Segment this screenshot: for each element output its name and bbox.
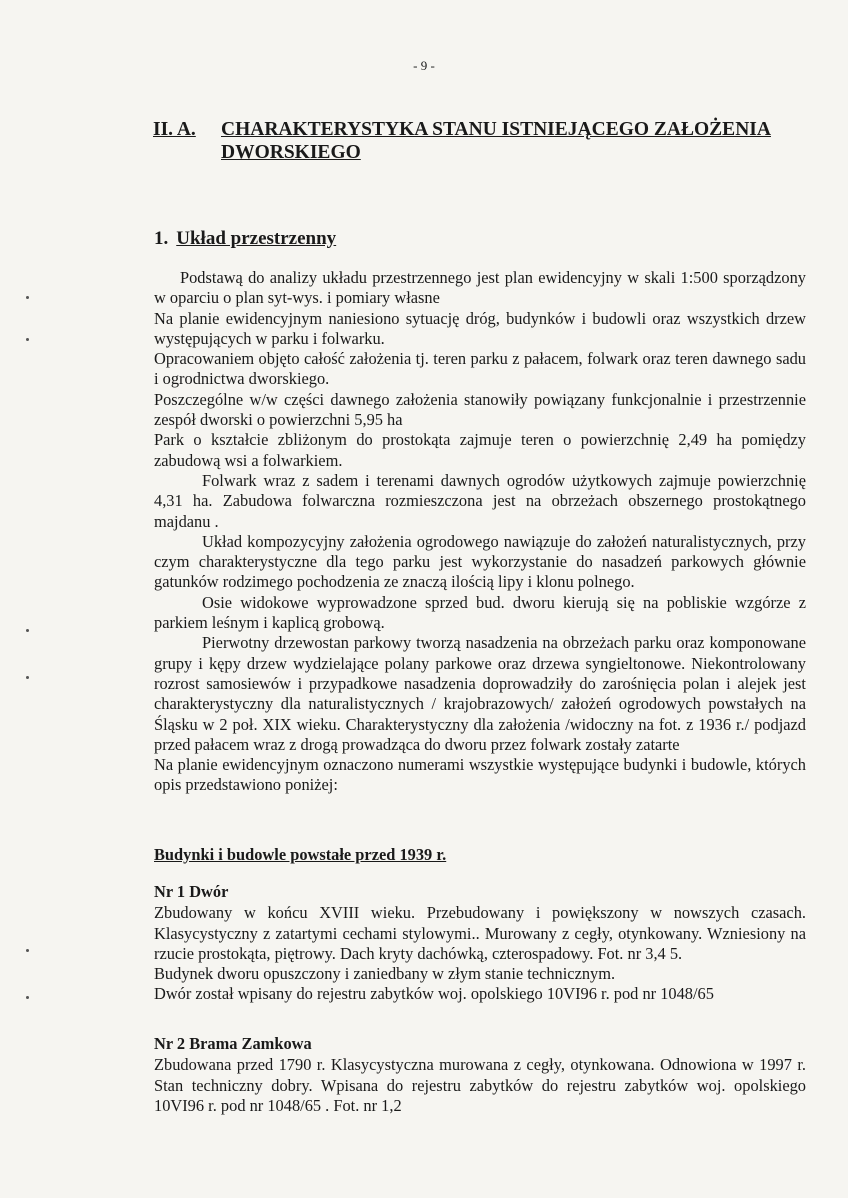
paragraph: Podstawą do analizy układu przestrzennego jest plan ewidencyjny w skali 1:500 sporządzony w oparciu o plan syt-wys. i pomiary własne bbox=[154, 268, 806, 308]
section-title: Układ przestrzenny bbox=[176, 228, 337, 249]
paragraph: Park o kształcie zbliżonym do prostokąta zajmuje teren o powierzchnię 2,49 ha pomiędzy zabudową wsi a folwarkiem. bbox=[154, 430, 806, 470]
paragraph: Zbudowany w końcu XVIII wieku. Przebudowany i powiększony w nowszych czasach. Klasycystyczny z zatartymi cechami stylowymi.. Murowany z cegły, otynkowany. Wzniesiony na rzucie prostokąta, piętrowy. Dach kryty dachówką, czterospadowy. Fot. nr 3,4 5. bbox=[154, 903, 806, 963]
paragraph: Zbudowana przed 1790 r. Klasycystyczna murowana z cegły, otynkowana. Odnowiona w 1997 r. Stan techniczny dobry. Wpisana do rejestru zabytków do rejestru zabytków woj. opolskiego 10VI96 r. pod nr 1048/65 . Fot. nr 1,2 bbox=[154, 1055, 806, 1115]
chapter-title-line1: CHARAKTERYSTYKA STANU ISTNIEJĄCEGO ZAŁOŻENIA bbox=[221, 119, 771, 140]
paragraph: Na planie ewidencyjnym naniesiono sytuację dróg, budynków i budowli oraz wszystkich drzew występujących w parku i folwarku. bbox=[154, 308, 806, 348]
section-number: 1. bbox=[154, 228, 169, 249]
building-entry bbox=[154, 882, 806, 1005]
section-heading bbox=[154, 228, 336, 250]
paragraph: Osie widokowe wyprowadzone sprzed bud. dworu kierują się na pobliskie wzgórze z parkiem leśnym i kaplicą grobową. bbox=[154, 592, 806, 633]
paragraph: Budynek dworu opuszczony i zaniedbany w złym stanie technicznym. bbox=[154, 964, 616, 984]
building-entry bbox=[154, 1034, 806, 1116]
scan-speck bbox=[26, 338, 29, 341]
paragraph: Folwark wraz z sadem i terenami dawnych ogrodów użytkowych zajmuje powierzchnię 4,31 ha. Zabudowa folwarczna rozmieszczona jest na obrzeżach obszernego prostokątnego majdanu . bbox=[154, 470, 806, 531]
chapter-heading bbox=[153, 118, 813, 164]
building-title: Nr 2 Brama Zamkowa bbox=[154, 1034, 312, 1053]
section-body bbox=[154, 268, 806, 796]
scan-speck bbox=[26, 296, 29, 299]
paragraph: Pierwotny drzewostan parkowy tworzą nasadzenia na obrzeżach parku oraz komponowane grupy i kępy drzew wydzielające polany parkowe oraz drzewa syngieltonowe. Niekontrolowany rozrost samosiewów i przypadkowe nasadzenia doprowadziły do zarośnięcia polan i alejek jest charakterystyczny dla naturalistycznych / krajobrazowych/ założeń ogrodowych powstałych na Śląsku w 2 poł. XIX wieku. Charakterystyczny dla założenia /widoczny na fot. z 1936 r./ podjazd przed pałacem wraz z drogą prowadząca do dworu przez folwark zostały zatarte bbox=[154, 633, 806, 754]
chapter-title-line2: DWORSKIEGO bbox=[221, 142, 361, 163]
scan-speck bbox=[26, 629, 29, 632]
scan-speck bbox=[26, 676, 29, 679]
scan-speck bbox=[26, 949, 29, 952]
building-title: Nr 1 Dwór bbox=[154, 882, 229, 901]
scan-speck bbox=[26, 996, 29, 999]
paragraph: Opracowaniem objęto całość założenia tj. teren parku z pałacem, folwark oraz teren dawnego sadu i ogrodnictwa dworskiego. bbox=[154, 349, 806, 389]
paragraph: Poszczególne w/w części dawnego założenia stanowiły powiązany funkcjonalnie i przestrzennie zespół dworski o powierzchni 5,95 ha bbox=[154, 389, 806, 430]
paragraph: Układ kompozycyjny założenia ogrodowego nawiązuje do założeń naturalistycznych, przy czym charakterystyczne dla tego parku jest wykorzystanie do nasadzeń parkowych głównie gatunków rodzimego pochodzenia ze znaczą ilością lipy i klonu polnego. bbox=[154, 531, 806, 592]
paragraph: Na planie ewidencyjnym oznaczono numerami wszystkie występujące budynki i budowle, których opis przedstawiono poniżej: bbox=[154, 755, 806, 795]
buildings-heading: Budynki i budowle powstałe przed 1939 r. bbox=[154, 845, 447, 864]
page-number: - 9 - bbox=[413, 58, 435, 73]
chapter-number: II. A. bbox=[153, 119, 196, 140]
paragraph: Dwór został wpisany do rejestru zabytków woj. opolskiego 10VI96 r. pod nr 1048/65 bbox=[154, 984, 714, 1004]
